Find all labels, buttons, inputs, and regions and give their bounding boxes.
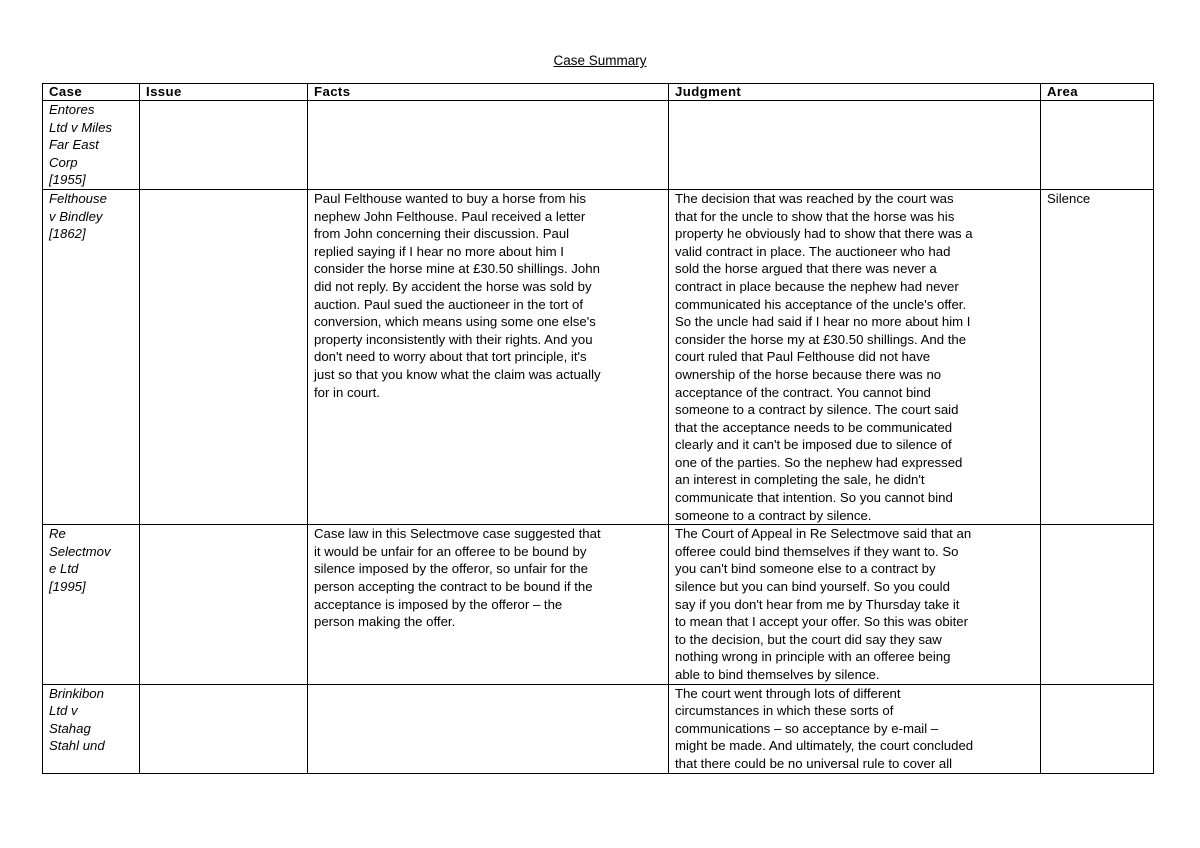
facts-cell: Case law in this Selectmove case suggested that it would be unfair for an offeree to be bound by silence imposed by the offeror, so unfair for the person accepting the contract to be bound if the acceptance is imposed by the offeror – the person making the offer.: [308, 525, 669, 684]
facts-cell: [314, 685, 662, 773]
judgment-cell: The court went through lots of different circumstances in which these sorts of communications – so acceptance by e-mail – might be made. And ultimately, the court concluded that there could be no universal rule to cover all: [675, 685, 974, 771]
document-title: Case Summary: [553, 53, 647, 68]
judgment-cell: The decision that was reached by the court was that for the uncle to show that the horse was his property he obviously had to show that there was a valid contract in place. The auctioneer who had sold the horse argued that there was never a contract in place because the nephew had never communicated his acceptance of the uncle's offer. So the uncle had said if I hear no more about him I consider the horse my at £30.50 shillings. And the court ruled that Paul Felthouse did not have ownership of the horse because there was no acceptance of the contract. You cannot bind someone to a contract by silence. The court said that the acceptance needs to be communicated clearly and it can't be imposed due to silence of one of the parties. So the nephew had expressed an interest in completing the sale, he didn't communicate that intention. So you cannot bind someone to a contract by silence.: [669, 189, 1041, 524]
issue-cell: [140, 189, 308, 524]
table-row: [43, 189, 1154, 524]
issue-cell: [140, 525, 308, 684]
case-cell-wrapper: [43, 684, 140, 773]
area-cell: [1041, 525, 1154, 684]
header-facts: Facts: [308, 84, 669, 101]
header-issue: Issue: [140, 84, 308, 101]
case-cell: Re Selectmov e Ltd [1995]: [43, 525, 140, 684]
case-cell: Felthouse v Bindley [1862]: [43, 189, 140, 524]
table-row: [43, 525, 1154, 684]
facts-cell: Paul Felthouse wanted to buy a horse from his nephew John Felthouse. Paul received a letter from John concerning their discussion. Paul replied saying if I hear no more about him I consider the horse mine at £30.50 shillings. John did not reply. By accident the horse was sold by auction. Paul sued the auctioneer in the tort of conversion, which means using some one else's property inconsistently with their rights. And you don't need to worry about that tort principle, it's just so that you know what the claim was actually for in court.: [308, 189, 669, 524]
judgment-cell: [669, 101, 1041, 190]
header-area: Area: [1041, 84, 1154, 101]
table-header-row: [43, 84, 1154, 101]
facts-cell-wrapper: [308, 684, 669, 773]
facts-cell: [308, 101, 669, 190]
judgment-cell-wrapper: [669, 684, 1041, 773]
area-cell: Silence: [1041, 189, 1154, 524]
case-cell: Brinkibon Ltd v Stahag Stahl und: [49, 685, 105, 754]
header-case: Case: [43, 84, 140, 101]
area-cell-wrapper: [1041, 684, 1154, 773]
case-cell: Entores Ltd v Miles Far East Corp [1955]: [43, 101, 140, 190]
judgment-cell: The Court of Appeal in Re Selectmove said that an offeree could bind themselves if they want to. So you can't bind someone else to a contract by silence but you can bind yourself. So you could say if you don't hear from me by Thursday take it to mean that I accept your offer. So this was obiter to the decision, but the court did say they saw nothing wrong in principle with an offeree being able to bind themselves by silence.: [669, 525, 1041, 684]
case-summary-table: [42, 83, 1154, 774]
area-cell: [1047, 685, 1147, 773]
issue-cell: [146, 685, 301, 773]
table-row: [43, 101, 1154, 190]
table-row: [43, 684, 1154, 773]
issue-cell: [140, 101, 308, 190]
area-cell: [1041, 101, 1154, 190]
issue-cell-wrapper: [140, 684, 308, 773]
header-judgment: Judgment: [669, 84, 1041, 101]
